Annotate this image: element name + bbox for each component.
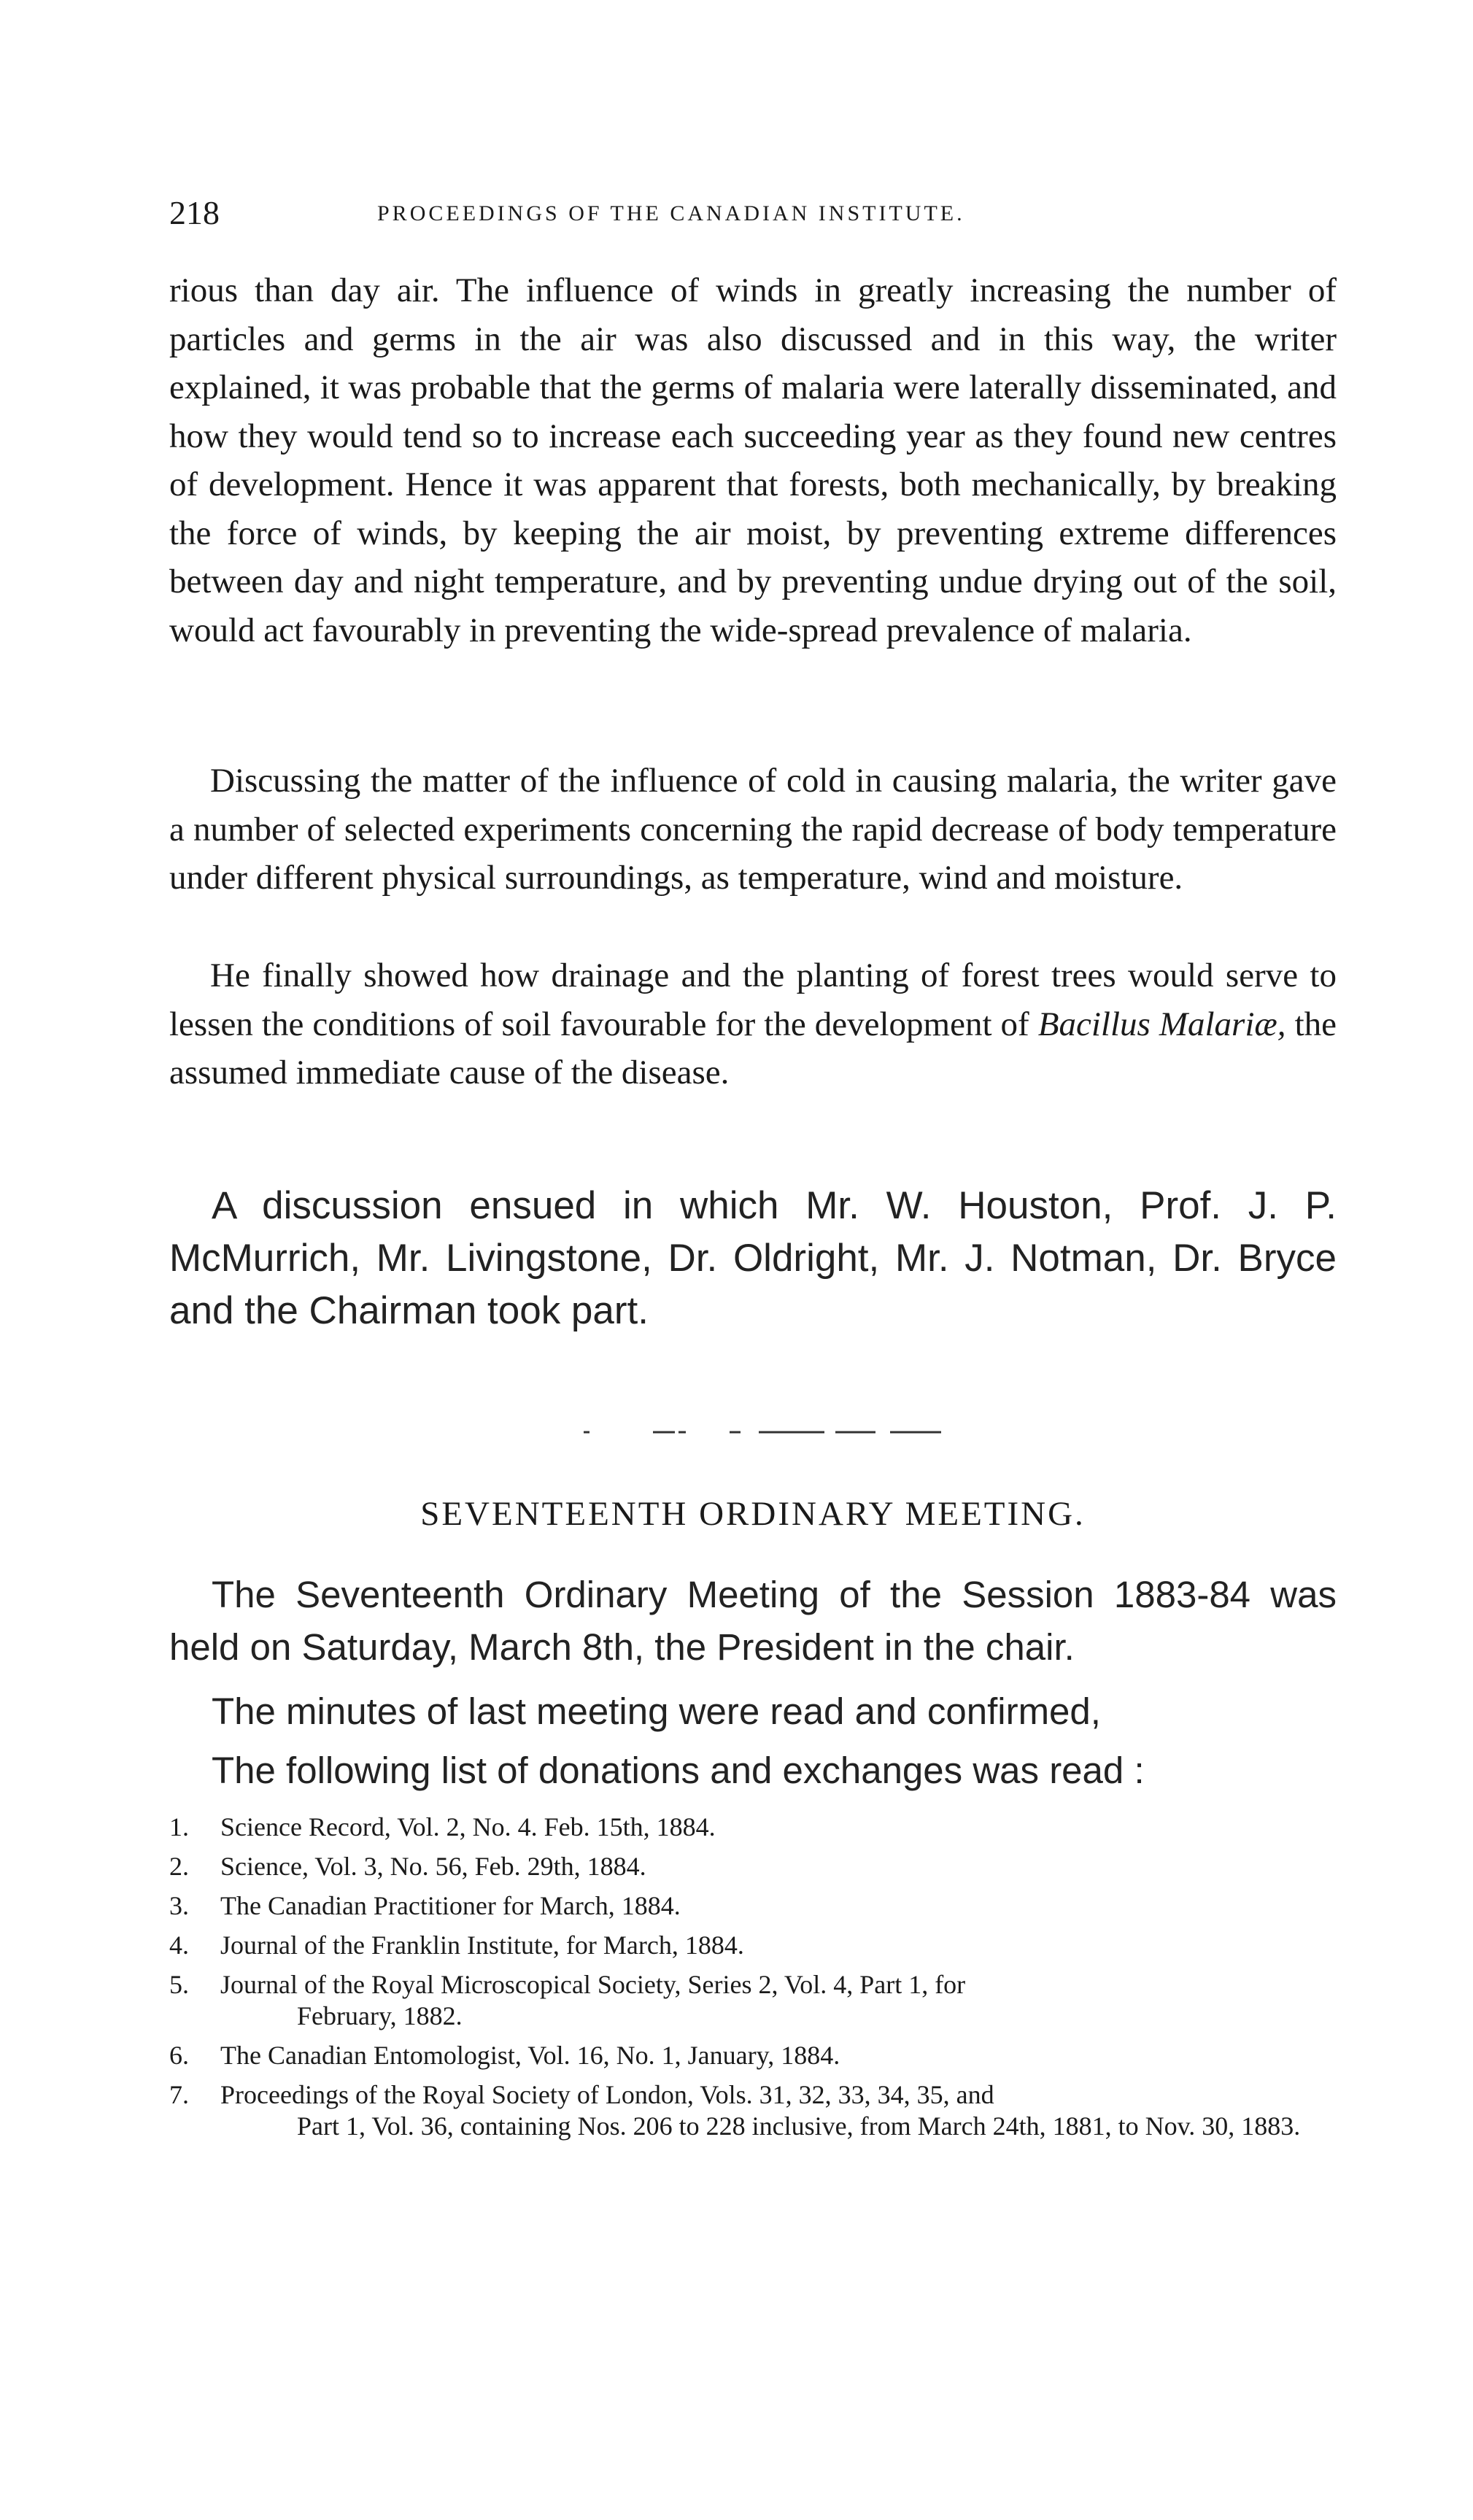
paragraph-drainage	[169, 951, 1337, 1097]
list-item-number: 6.	[169, 2041, 189, 2070]
list-item-continuation: February, 1882.	[297, 2001, 463, 2030]
list-item	[169, 1890, 1337, 1922]
paragraph-cold-malaria: Discussing the matter of the influence of cold in causing malaria, the writer gave a number of selected experiments concerning the rapid decrease of body temperature under different physical surroundings, as temperature, wind and moisture.	[169, 762, 1337, 897]
donations-list	[169, 1812, 1337, 2150]
list-item	[169, 1969, 1337, 2032]
list-item	[169, 1851, 1337, 1882]
list-item-number: 1.	[169, 1812, 189, 1841]
list-item-text: The Canadian Entomologist, Vol. 16, No. 1, January, 1884.	[220, 2041, 840, 2070]
list-item	[169, 2079, 1337, 2142]
meeting-paragraph: The Seventeenth Ordinary Meeting of the Session 1883-84 was held on Saturday, March 8th, the President in the chair.	[169, 1574, 1337, 1668]
list-item	[169, 1930, 1337, 1961]
paragraph-drainage-text-a: He finally showed how drainage and the planting of forest trees would serve to lessen the conditions of soil favourable for the development of	[169, 956, 1337, 1043]
list-item	[169, 2040, 1337, 2071]
paragraph-drainage-text-b: the assumed immediate cause of the disease.	[169, 1005, 1337, 1091]
running-head	[169, 191, 1337, 235]
list-item	[169, 1812, 1337, 1843]
list-item-text: Science Record, Vol. 2, No. 4. Feb. 15th, 1884.	[220, 1812, 716, 1841]
list-item-text: Journal of the Royal Microscopical Society, Series 2, Vol. 4, Part 1, for	[220, 1970, 966, 1999]
page-number: 218	[169, 194, 220, 231]
section-heading: SEVENTEENTH ORDINARY MEETING.	[420, 1495, 1086, 1533]
minutes-paragraph: The minutes of last meeting were read and confirmed,	[212, 1690, 1101, 1732]
species-name: Bacillus Malariæ,	[1037, 1005, 1286, 1043]
paragraph-malaria-winds: rious than day air. The influence of winds in greatly increasing the number of particles and germs in the air was also discussed and in this way, the writer explained, it was probable that the germs of malaria were laterally disseminated, and how they would tend so to increase each succeeding year as they found new centres of development. Hence it was apparent that forests, both mechanically, by breaking the force of winds, by keeping the air moist, by preventing extreme differences between day and night temperature, and by preventing undue drying out of the soil, would act favourably in preventing the wide-spread prevalence of malaria.	[169, 271, 1337, 649]
list-item-text: Journal of the Franklin Institute, for March, 1884.	[220, 1930, 744, 1960]
list-item-text: The Canadian Practitioner for March, 1884.	[220, 1891, 681, 1920]
donations-intro: The following list of donations and exchanges was read :	[212, 1750, 1145, 1791]
list-item-continuation: Part 1, Vol. 36, containing Nos. 206 to 228 inclusive, from March 24th, 1881, to Nov. 30, 1883.	[297, 2111, 1301, 2141]
list-item-number: 4.	[169, 1930, 189, 1960]
list-item-text: Proceedings of the Royal Society of London, Vols. 31, 32, 33, 34, 35, and	[220, 2080, 994, 2109]
list-item-number: 2.	[169, 1852, 189, 1881]
list-item-text: Science, Vol. 3, No. 56, Feb. 29th, 1884.	[220, 1852, 646, 1881]
list-item-number: 7.	[169, 2080, 189, 2109]
journal-title: PROCEEDINGS OF THE CANADIAN INSTITUTE.	[377, 201, 965, 225]
section-divider-ornament	[584, 1429, 963, 1436]
discussion-paragraph: A discussion ensued in which Mr. W. Houston, Prof. J. P. McMurrich, Mr. Livingstone, Dr. Oldright, Mr. J. Notman, Dr. Bryce and the Chairman took part.	[169, 1184, 1337, 1332]
list-item-number: 5.	[169, 1970, 189, 1999]
list-item-number: 3.	[169, 1891, 189, 1920]
